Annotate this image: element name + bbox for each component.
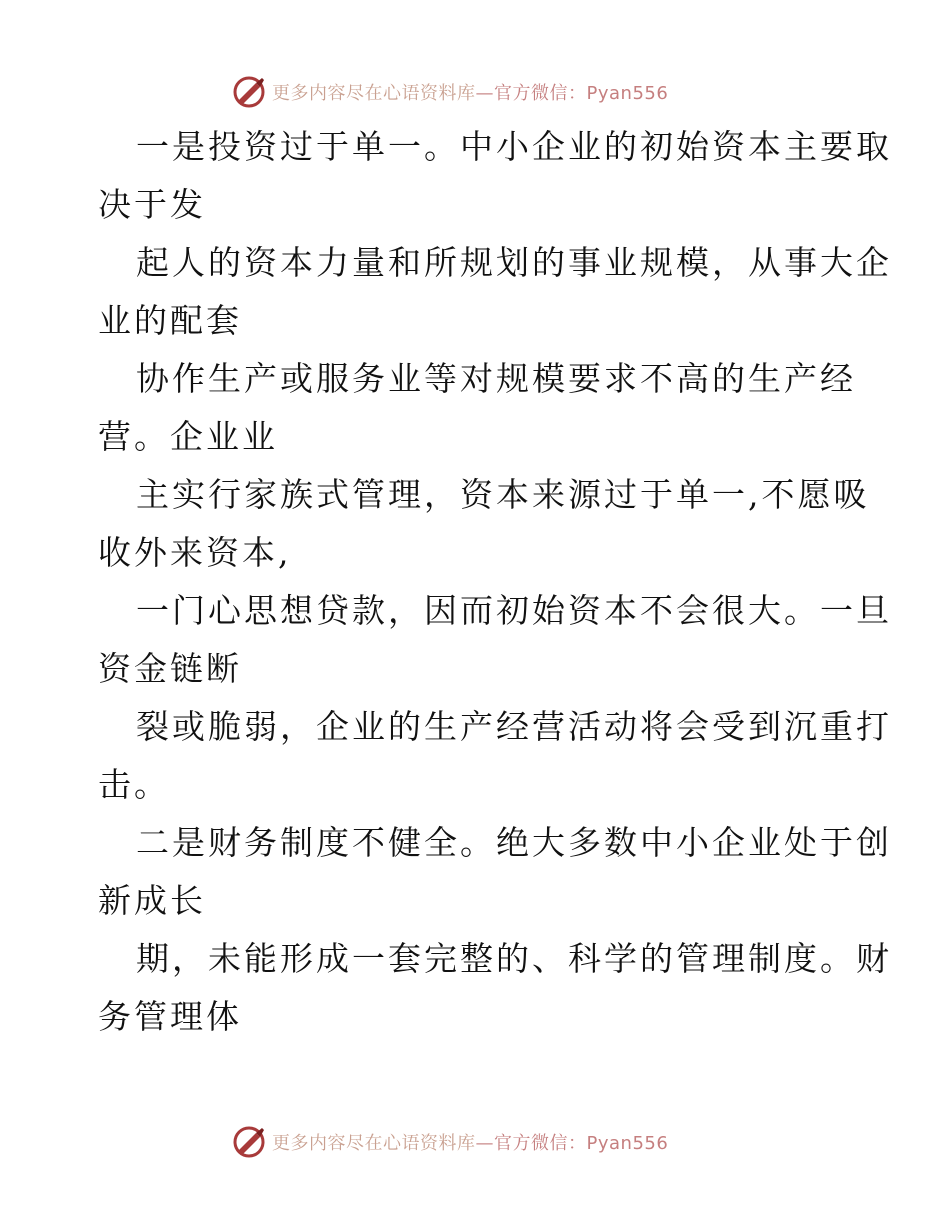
pen-logo-icon <box>232 75 266 109</box>
text-line: 协作生产或服务业等对规模要求不高的生产经 <box>136 359 856 398</box>
text-line: 资金链断 <box>98 649 242 688</box>
text-line: 二是财务制度不健全。绝大多数中小企业处于创 <box>136 823 892 862</box>
text-line: 一是投资过于单一。中小企业的初始资本主要取 <box>136 127 892 166</box>
text-line: 期，未能形成一套完整的、科学的管理制度。财 <box>136 939 892 978</box>
header-banner-tail: 官方微信：Pyan556 <box>494 83 669 104</box>
text-line: 收外来资本, <box>98 533 292 572</box>
text-line: 业的配套 <box>98 301 242 340</box>
footer-banner-text <box>272 1129 668 1155</box>
header-banner <box>232 72 668 112</box>
header-banner-main: 更多内容尽在心语资料库 <box>272 83 476 104</box>
header-banner-text <box>272 79 668 105</box>
text-line: 务管理体 <box>98 997 242 1036</box>
header-banner-sep: — <box>475 83 494 104</box>
text-line: 主实行家族式管理，资本来源过于单一,不愿吸 <box>136 475 870 514</box>
document-body <box>98 118 892 1046</box>
text-line: 决于发 <box>98 185 206 224</box>
footer-banner-tail: 官方微信：Pyan556 <box>494 1133 669 1154</box>
text-line: 一门心思想贷款，因而初始资本不会很大。一旦 <box>136 591 892 630</box>
pen-logo-icon <box>232 1125 266 1159</box>
footer-banner-sep: — <box>475 1133 494 1154</box>
text-line: 击。 <box>98 765 170 804</box>
footer-banner <box>232 1122 668 1162</box>
footer-banner-main: 更多内容尽在心语资料库 <box>272 1133 476 1154</box>
text-line: 营。企业业 <box>98 417 278 456</box>
text-line: 裂或脆弱，企业的生产经营活动将会受到沉重打 <box>136 707 892 746</box>
text-line: 新成长 <box>98 881 206 920</box>
text-line: 起人的资本力量和所规划的事业规模，从事大企 <box>136 243 892 282</box>
